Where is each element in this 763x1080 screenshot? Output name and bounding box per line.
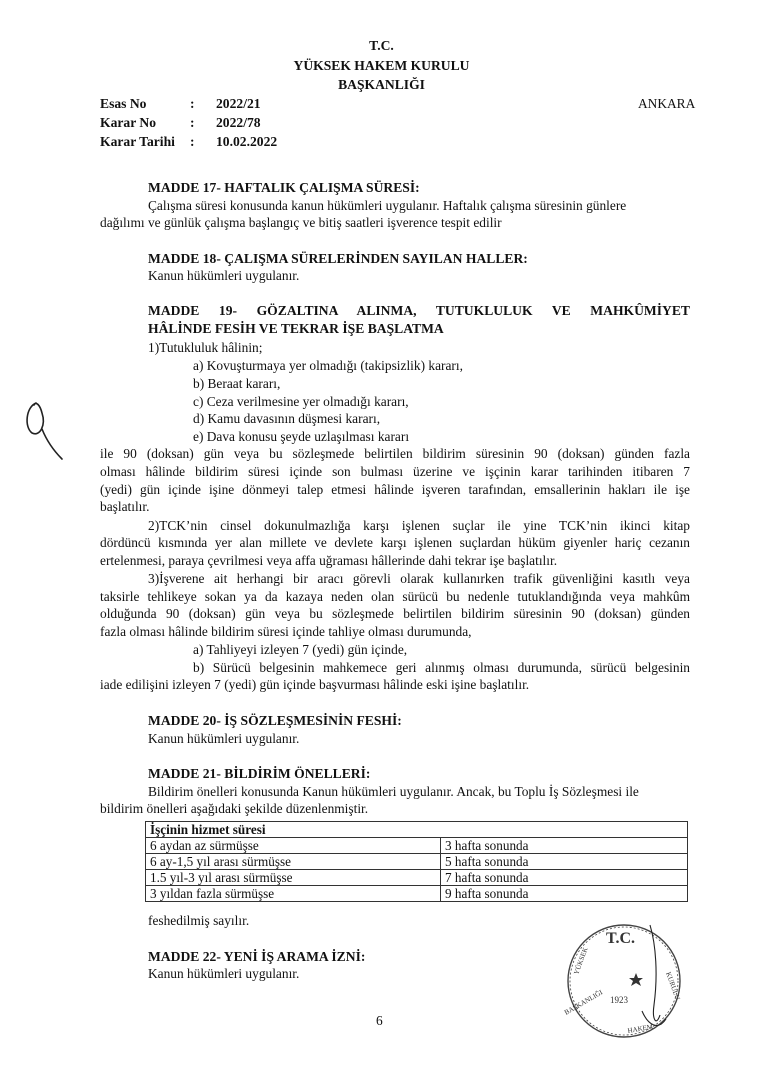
madde-19-item: e) Dava konusu şeyde uzlaşılması kararı <box>193 429 410 444</box>
madde-19-p3-line: fazla olması hâlinde bildirim süresi içinde tahliye olması durumunda, <box>100 624 472 639</box>
madde-21-line: bildirim önelleri aşağıdaki şekilde düzenlenmiştir. <box>100 801 369 816</box>
madde-21-title: MADDE 21- BİLDİRİM ÖNELLERİ: <box>148 766 371 781</box>
madde-17-line: dağılımı ve günlük çalışma başlangıç ve bitiş saatleri işverence tespit edilir <box>100 215 502 230</box>
meta-row-tarih: Karar Tarihi : 10.02.2022 <box>100 134 278 149</box>
meta-value: 2022/78 <box>216 115 261 130</box>
svg-text:YÜKSEK: YÜKSEK <box>572 946 590 976</box>
madde-19-title: MADDE 19- GÖZALTINA ALINMA, TUTUKLULUK VE MAHKÛMİYET <box>148 303 690 318</box>
madde-18-title: MADDE 18- ÇALIŞMA SÜRELERİNDEN SAYILAN HALLER: <box>148 251 528 266</box>
table-cell-service: 6 ay-1,5 yıl arası sürmüşse <box>146 854 441 870</box>
table-cell-notice: 9 hafta sonunda <box>441 886 688 902</box>
table-cell-notice: 3 hafta sonunda <box>441 838 688 854</box>
table-cell-service: 3 yıldan fazla sürmüşse <box>146 886 441 902</box>
madde-19-item: d) Kamu davasının düşmesi kararı, <box>193 411 381 426</box>
page-number: 6 <box>376 1013 383 1028</box>
madde-19-p1-line: olması hâlinde bildirim süresi içinde son bulması üzerine ve işçinin karar tarihinden itibaren 7 <box>100 464 690 479</box>
madde-18-line: Kanun hükümleri uygulanır. <box>148 268 300 283</box>
madde-19-p1-line: (yedi) gün içinde işine dönmeyi talep etmesi hâlinde işveren tarafından, emsallerinin hakları ile işe <box>100 482 690 497</box>
madde-19-p1-line: ile 90 (doksan) gün veya bu sözleşmede belirtilen bildirim süresinin 90 (doksan) günden fazla <box>100 446 690 461</box>
madde-20-title: MADDE 20- İŞ SÖZLEŞMESİNİN FESHİ: <box>148 713 402 728</box>
table-row <box>146 870 688 886</box>
madde-19-p3-a: a) Tahliyeyi izleyen 7 (yedi) gün içinde, <box>193 642 408 657</box>
meta-row-karar: Karar No : 2022/78 <box>100 115 261 130</box>
meta-value: 2022/21 <box>216 96 261 111</box>
table-cell-notice: 5 hafta sonunda <box>441 854 688 870</box>
table-cell-notice: 7 hafta sonunda <box>441 870 688 886</box>
meta-key: Karar No <box>100 115 157 130</box>
meta-row-esas: Esas No : 2022/21 <box>100 96 261 111</box>
table-header-row <box>146 822 688 838</box>
table-cell-service: 6 aydan az sürmüşse <box>146 838 441 854</box>
header-line-tc: T.C. <box>369 38 394 53</box>
madde-19-p1-intro: 1)Tutukluluk hâlinin; <box>148 340 263 355</box>
madde-21-line: Bildirim önelleri konusunda Kanun hükümleri uygulanır. Ancak, bu Toplu İş Sözleşmesi ile <box>148 784 639 799</box>
madde-19-title-cont: HÂLİNDE FESİH VE TEKRAR İŞE BAŞLATMA <box>148 321 444 336</box>
table-header-cell: İşçinin hizmet süresi <box>146 822 688 838</box>
madde-17-title: MADDE 17- HAFTALIK ÇALIŞMA SÜRESİ: <box>148 180 420 195</box>
notice-period-table <box>145 821 688 902</box>
madde-19-p2-line: ertelenmesi, paraya çevrilmesi veya affa uğraması hâllerinde dahi tekrar işe başlatılır. <box>100 553 558 568</box>
meta-key: Karar Tarihi <box>100 134 175 149</box>
madde-19-p3-line: 3)İşverene ait herhangi bir aracı görevli olarak kullanırken trafik güvenliğini kasıtlı veya <box>148 571 690 586</box>
madde-20-line: Kanun hükümleri uygulanır. <box>148 731 300 746</box>
header-line-institution: YÜKSEK HAKEM KURULU <box>293 58 470 73</box>
madde-19-p2-line: 2)TCK’nin cinsel dokunulmazlığa karşı işlenen suçlar ile yine TCK’nin ikinci kitap <box>148 518 690 533</box>
table-row <box>146 854 688 870</box>
madde-22-line: Kanun hükümleri uygulanır. <box>148 966 300 981</box>
madde-17-line: Çalışma süresi konusunda kanun hükümleri uygulanır. Haftalık çalışma süresinin günlere <box>148 198 627 213</box>
madde-21-after: feshedilmiş sayılır. <box>148 913 250 928</box>
stamp-center-text: T.C. <box>606 930 636 947</box>
svg-text:BAŞKANLIĞI: BAŞKANLIĞI <box>563 988 605 1017</box>
handwritten-initial-mark <box>22 395 67 465</box>
meta-value: 10.02.2022 <box>216 134 278 149</box>
table-row <box>146 886 688 902</box>
madde-22-title: MADDE 22- YENİ İŞ ARAMA İZNİ: <box>148 949 366 964</box>
madde-19-p3-line: taksirle tehlikeye sokan ya da kazaya neden olan sürücü bu nedenle tutuklandığında veya mahkûm <box>100 589 690 604</box>
svg-text:KURULU: KURULU <box>664 970 682 1002</box>
meta-key: Esas No <box>100 96 147 111</box>
madde-19-item: c) Ceza verilmesine yer olmadığı kararı, <box>193 394 409 409</box>
header-city: ANKARA <box>638 96 696 111</box>
header-line-presidency: BAŞKANLIĞI <box>338 77 425 92</box>
svg-text:HAKEM: HAKEM <box>626 1022 654 1035</box>
madde-19-p2-line: dördüncü kısmında yer alan millete ve devlete karşı işlenen suçlardan hüküm giyenler hariç cezanın <box>100 535 690 550</box>
madde-19-p3-line: olduğunda 90 (doksan) gün veya bu sözleşmede belirtilen bildirim süresinin 90 (doksan) günden <box>100 606 690 621</box>
table-cell-service: 1.5 yıl-3 yıl arası sürmüşse <box>146 870 441 886</box>
official-stamp <box>558 915 698 1040</box>
madde-19-item: a) Kovuşturmaya yer olmadığı (takipsizlik) kararı, <box>193 358 463 373</box>
madde-19-p1-line: başlatılır. <box>100 499 150 514</box>
table-row <box>146 838 688 854</box>
madde-19-item: b) Beraat kararı, <box>193 376 281 391</box>
madde-19-p3-b-cont: iade edilişini izleyen 7 (yedi) gün içinde başvurması hâlinde eski işine başlatılır. <box>100 677 530 692</box>
madde-19-p3-b: b) Sürücü belgesinin mahkemece geri alınmış olması durumunda, sürücü belgesinin <box>193 660 690 675</box>
stamp-year: 1923 <box>610 995 628 1005</box>
